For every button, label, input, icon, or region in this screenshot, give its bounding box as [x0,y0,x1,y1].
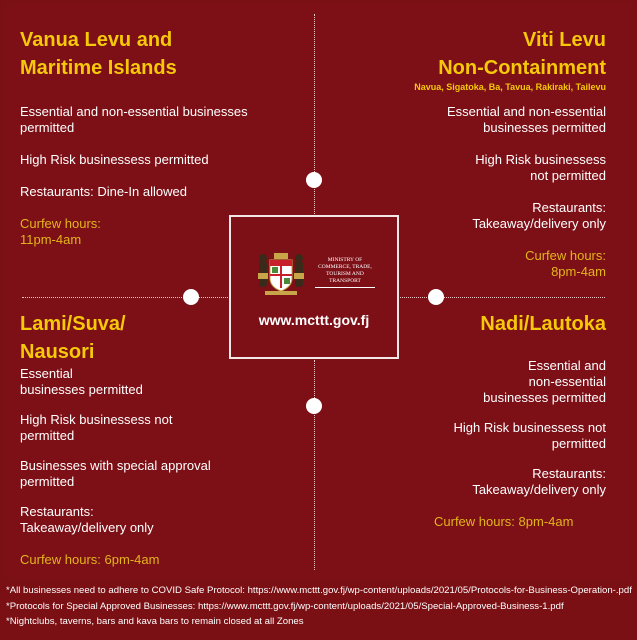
rule-item: High Risk businessess permitted [20,152,209,167]
ministry-line: TOURISM AND [326,271,364,277]
divider-dot-bottom [306,398,322,414]
fiji-coat-of-arms-icon [255,247,307,299]
rule-item: businesses permitted [483,390,606,405]
zone-title: Viti Levu [523,29,606,51]
rule-item: Restaurants: Dine-In allowed [20,184,187,199]
curfew-text: Curfew hours: 6pm-4am [20,552,160,567]
rule-item: businesses permitted [483,120,606,135]
zone-title: Maritime Islands [20,57,177,79]
rule-item: Essential and non-essential [447,104,606,119]
rule-item: Restaurants: [20,504,94,519]
rule-item: Businesses with special approval [20,458,211,473]
rule-item: High Risk businessess [475,152,606,167]
ministry-logo-box [229,215,399,359]
divider-dot-top [306,172,322,188]
rule-item: Takeaway/delivery only [20,520,154,535]
ministry-underline [315,287,375,288]
zone-title: Nausori [20,341,95,363]
zone-subtitle: Navua, Sigatoka, Ba, Tavua, Rakiraki, Tailevu [414,82,606,92]
rule-item: Essential and [527,358,606,373]
footer-note: *Nightclubs, taverns, bars and kava bars to remain closed at all Zones [6,616,304,627]
rule-item: Restaurants: [532,466,606,481]
curfew-label: Curfew hours: [20,216,101,231]
divider-dot-left [183,289,199,305]
rule-item: High Risk businessess not [453,420,606,435]
ministry-name [309,257,381,288]
footer-notes [6,583,632,630]
footer-note: *All businesses need to adhere to COVID Safe Protocol: https://www.mcttt.gov.fj/wp-content/uploads/2021/05/Protocols-for-Business-Operation-.pdf [6,585,632,596]
rule-item: High Risk businessess not [20,412,173,427]
zone-title: Lami/Suva/ [20,313,126,335]
curfew-text: Curfew hours: 8pm-4am [434,514,574,529]
zone-title: Non-Containment [438,57,606,79]
rule-item: Essential [20,366,73,381]
ministry-line: COMMERCE, TRADE, [318,264,372,270]
rule-item: permitted [20,428,75,443]
zone-title: Vanua Levu and [20,29,173,51]
rule-item: not permitted [530,168,606,183]
rule-item: non-essential [528,374,606,389]
footer-note: *Protocols for Special Approved Businesses: https://www.mcttt.gov.fj/wp-content/uploads/2021/05/Special-Approved-Business-1.pdf [6,600,564,612]
rule-item: permitted [551,436,606,451]
curfew-value: 8pm-4am [551,264,606,279]
vertical-divider-bottom [314,360,315,570]
rule-item: Takeaway/delivery only [472,216,606,231]
divider-dot-right [428,289,444,305]
rule-item: businesses permitted [20,382,143,397]
curfew-value: 11pm-4am [20,232,82,247]
rule-item: permitted [20,474,75,489]
rule-item: Takeaway/delivery only [472,482,606,497]
rule-item: Essential and non-essential businesses permitted [20,104,248,135]
ministry-line: TRANSPORT [329,278,361,284]
zone-title: Nadi/Lautoka [480,313,606,335]
rule-item: Restaurants: [532,200,606,215]
curfew-label: Curfew hours: [525,248,606,263]
website-link[interactable]: www.mcttt.gov.fj [258,312,370,328]
ministry-line: MINISTRY OF [327,257,363,263]
